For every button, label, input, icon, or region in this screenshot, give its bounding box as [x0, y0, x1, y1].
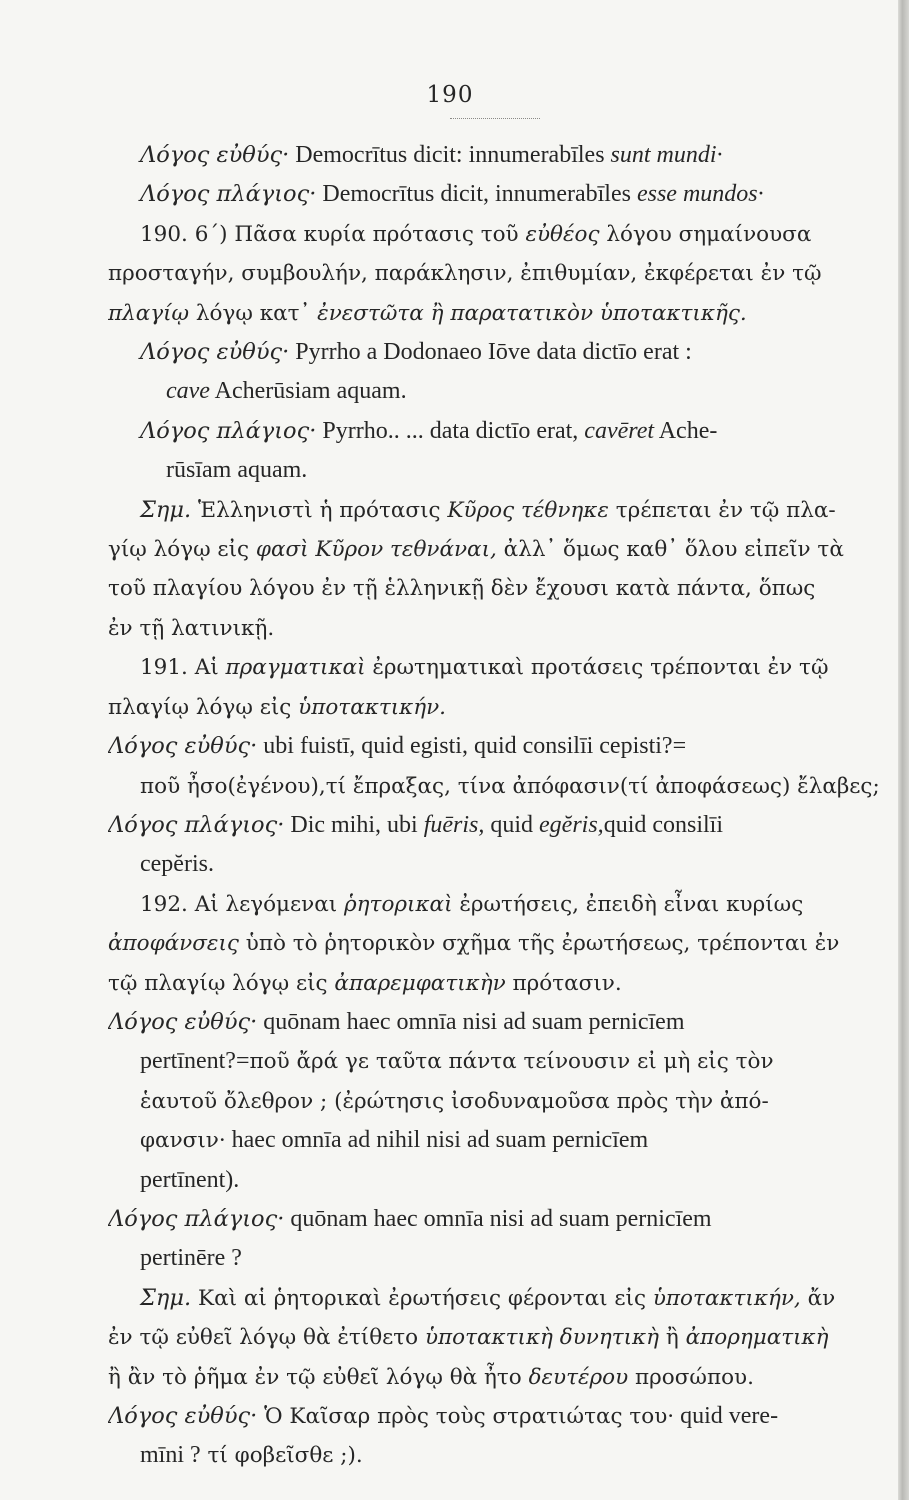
text-segment: ἢ ἂν τὸ ῥῆμα ἐν τῷ εὐθεῖ λόγῳ θὰ ἦτο	[108, 1364, 529, 1390]
text-segment: Ἑλληνιστὶ ἡ πρότασις	[191, 497, 448, 523]
text-segment: λόγου σημαίνουσα	[599, 221, 812, 247]
text-segment: Acherūsiam aquam.	[209, 378, 407, 405]
text-segment: mīni ?	[140, 1442, 201, 1469]
text-segment: Democrītus dicit: innumerabīles	[289, 142, 611, 168]
text-line	[108, 412, 893, 451]
text-segment: pertīnent).	[140, 1166, 240, 1193]
text-segment: ὑποτακτικήν,	[652, 1285, 801, 1311]
text-line	[108, 1082, 893, 1121]
text-line	[108, 688, 893, 727]
text-line	[108, 294, 893, 333]
text-segment: Κῦρος τέθνηκε	[447, 497, 609, 523]
body-text	[108, 136, 893, 1476]
text-segment: ἀποφάνσεις	[108, 931, 239, 957]
text-line	[108, 451, 893, 490]
text-line	[108, 569, 893, 608]
text-line	[108, 845, 893, 884]
text-segment: ἐν τῷ εὐθεῖ λόγῳ θὰ ἐτίθετο	[108, 1325, 425, 1351]
text-segment: λόγῳ κατ᾽	[189, 300, 318, 326]
text-segment: Λόγος πλάγιος·	[140, 417, 317, 444]
text-segment: ἐνεστῶτα ἢ παρατατικὸν ὑποτακτικῆς.	[317, 300, 747, 326]
text-segment: Pyrrho.. ... data dictīo erat,	[316, 417, 585, 444]
text-segment: egĕris,	[539, 811, 604, 838]
text-segment: φανσιν·	[140, 1128, 226, 1154]
text-segment: φασὶ Κῦρον τεθνάναι,	[255, 537, 497, 563]
text-line	[108, 964, 893, 1003]
text-segment: quid consilīi	[603, 811, 724, 838]
text-segment: pertinēre ?	[140, 1245, 242, 1272]
text-line	[108, 1239, 893, 1278]
text-line	[108, 1397, 893, 1436]
text-line	[108, 254, 893, 293]
text-segment: ἀλλ᾽ ὅμως καθ᾽ ὅλου εἰπεῖν τὰ	[496, 537, 844, 563]
text-line	[108, 1358, 893, 1397]
text-line	[108, 806, 893, 845]
text-segment: fuēris,	[423, 811, 485, 838]
text-segment: cave	[166, 378, 210, 405]
text-segment: ἀπαρεμφατικὴν	[334, 970, 506, 996]
page-number-rule	[450, 118, 540, 119]
text-line	[108, 333, 893, 372]
text-segment: ὑπὸ τὸ ῥητορικὸν σχῆμα τῆς ἐρωτήσεως, τρέπονται ἐν	[238, 931, 840, 957]
text-line	[108, 136, 893, 175]
text-segment: ἐν τῇ λατινικῇ.	[108, 615, 275, 641]
text-segment: προσώπου.	[628, 1364, 754, 1390]
text-segment: Λόγος εὐθύς·	[108, 1403, 258, 1429]
text-segment: Καὶ αἱ ῥητορικαὶ ἐρωτήσεις φέρονται εἰς	[191, 1285, 653, 1311]
text-segment: Ache-	[654, 417, 718, 444]
text-segment: προσταγήν, συμβουλήν, παράκλησιν, ἐπιθυμίαν, ἐκφέρεται ἐν τῷ	[108, 261, 822, 287]
text-segment: ποῦ ἄρά γε ταῦτα πάντα τείνουσιν εἰ μὴ εἰς τὸν	[249, 1049, 774, 1075]
text-line	[108, 609, 893, 648]
text-line	[108, 1318, 893, 1357]
text-segment: τί φοβεῖσθε ;).	[200, 1443, 363, 1469]
text-segment: quōnam haec omnīa nisi ad suam pernicīem	[257, 1008, 685, 1035]
text-segment: ῥητορικαὶ	[344, 891, 453, 917]
text-segment: πλαγίῳ	[108, 300, 190, 326]
text-segment: cavēret	[584, 417, 655, 444]
text-segment: pertīnent?=	[140, 1048, 250, 1075]
text-segment: Σημ.	[140, 1284, 192, 1311]
text-segment: rūsīam aquam.	[166, 457, 308, 484]
text-segment: quōnam haec omnīa nisi ad suam pernicīem	[284, 1205, 712, 1232]
text-segment: δευτέρου	[528, 1364, 629, 1390]
text-line	[108, 1121, 893, 1160]
text-segment: quid	[484, 811, 540, 838]
text-segment: haec omnīa ad nihil nisi ad suam pernicīem	[225, 1127, 649, 1154]
text-line	[108, 491, 893, 530]
text-segment: Λόγος εὐθύς·	[108, 1008, 258, 1035]
text-segment: Σημ.	[140, 496, 192, 523]
text-line	[108, 648, 893, 687]
text-segment: ὑποτακτικήν.	[298, 694, 447, 720]
page-edge	[898, 0, 909, 1500]
text-segment: τοῦ πλαγίου λόγου ἐν τῇ ἑλληνικῇ δὲν ἔχουσι κατὰ πάντα, ὅπως	[108, 576, 816, 602]
text-segment: ἑαυτοῦ ὄλεθρον ; (ἐρώτησις ἰσοδυναμοῦσα πρὸς τὴν ἀπό-	[140, 1088, 769, 1114]
text-segment: ἀπορηματικὴ	[685, 1325, 829, 1351]
text-segment: 191. Αἱ	[140, 655, 226, 681]
text-segment: Pyrrho a Dodonaeo Iōve data dictīo erat :	[289, 339, 692, 366]
text-line	[108, 215, 893, 254]
text-segment: ἄν	[800, 1285, 836, 1311]
text-line	[108, 1279, 893, 1318]
text-line	[108, 767, 893, 806]
text-line	[108, 1003, 893, 1042]
text-segment: τρέπεται ἐν τῷ πλα-	[608, 497, 836, 523]
text-segment: cepĕris.	[140, 851, 214, 878]
text-segment: Ὁ Καῖσαρ πρὸς τοὺς στρατιώτας του·	[257, 1404, 675, 1429]
text-segment: ἐρωτηματικαὶ προτάσεις τρέπονται ἐν τῷ	[365, 655, 829, 681]
text-segment: esse mundos·	[636, 181, 764, 208]
text-segment: ἢ	[659, 1325, 686, 1351]
text-segment: 190. 6΄) Πᾶσα κυρία πρότασις τοῦ	[140, 221, 526, 247]
text-segment: Λόγος εὐθύς·	[140, 339, 290, 366]
text-segment: πρότασιν.	[505, 970, 622, 996]
text-segment: Λόγος πλάγιος·	[108, 1205, 285, 1232]
text-segment: Λόγος πλάγιος·	[140, 181, 317, 208]
text-line	[108, 1042, 893, 1081]
text-line	[108, 727, 893, 766]
text-segment: ἐρωτήσεις, ἐπειδὴ εἶναι κυρίως	[452, 891, 804, 917]
text-segment: Λόγος πλάγιος·	[108, 811, 285, 838]
text-line	[108, 1200, 893, 1239]
text-line	[108, 530, 893, 569]
text-line	[108, 885, 893, 924]
text-segment: Λόγος εὐθύς·	[108, 733, 258, 760]
text-line	[108, 1436, 893, 1475]
text-segment: ποῦ ἦσο(ἐγένου),τί ἔπραξας, τίνα ἀπόφασιν(τί ἀποφάσεως) ἔλαβες;	[140, 773, 880, 799]
text-segment: Λόγος εὐθύς·	[140, 142, 290, 168]
text-segment: quid vere-	[674, 1403, 779, 1429]
text-line	[108, 372, 893, 411]
text-segment: Dic mihi, ubi	[284, 811, 424, 838]
page-number: 190	[426, 82, 474, 108]
text-line	[108, 1161, 893, 1200]
text-line	[108, 924, 893, 963]
text-segment: ubi fuistī, quid egisti, quid consilīi cepisti?=	[257, 733, 687, 760]
text-segment: Democrītus dicit, innumerabīles	[316, 181, 637, 208]
text-segment: γίῳ λόγῳ εἰς	[108, 537, 256, 563]
text-line	[108, 175, 893, 214]
text-segment: τῷ πλαγίῳ λόγῳ εἰς	[108, 970, 335, 996]
text-segment: 192. Αἱ λεγόμεναι	[140, 891, 345, 917]
text-segment: πραγματικαὶ	[225, 655, 366, 681]
text-segment: εὐθέος	[525, 221, 600, 247]
text-segment: ὑποτακτικὴ δυνητικὴ	[424, 1325, 660, 1351]
text-segment: sunt mundi·	[610, 142, 723, 168]
text-segment: πλαγίῳ λόγῳ εἰς	[108, 694, 299, 720]
